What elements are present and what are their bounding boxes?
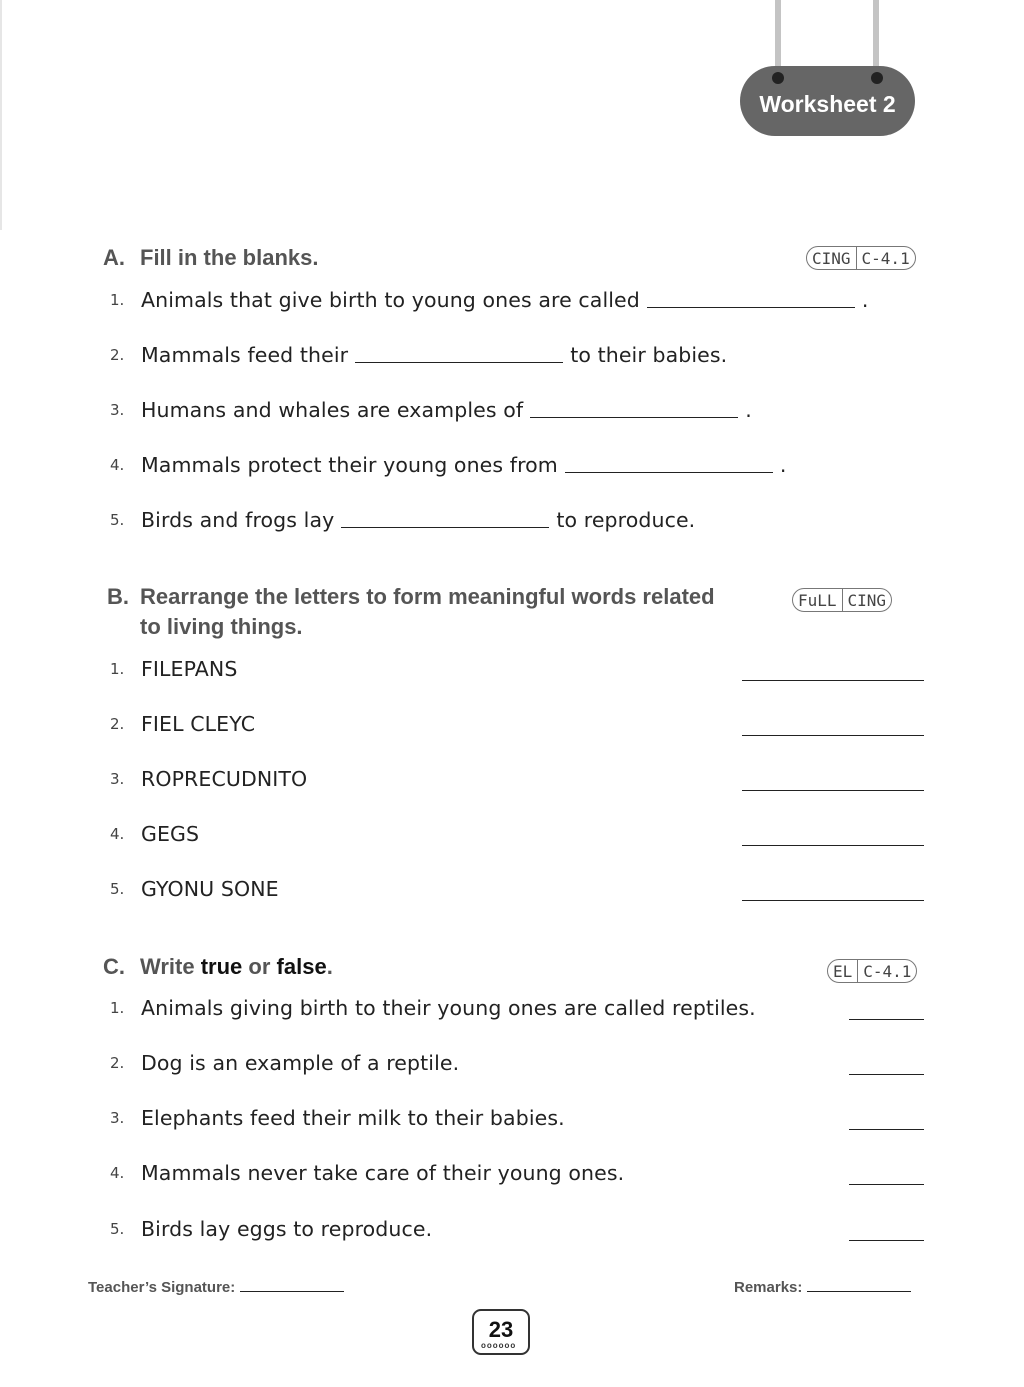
question-number: 1. bbox=[110, 291, 125, 309]
section-letter: C. bbox=[103, 954, 125, 979]
question-text: Birds and frogs lay bbox=[141, 508, 335, 532]
tag-string bbox=[873, 0, 879, 76]
badge-part: CING bbox=[842, 589, 892, 611]
page-edge bbox=[0, 0, 2, 230]
question-number: 2. bbox=[110, 1054, 125, 1072]
question-text: Mammals feed their bbox=[141, 343, 349, 367]
rearrange-question bbox=[110, 874, 924, 904]
section-c-heading bbox=[103, 954, 333, 980]
true-false-question bbox=[110, 1103, 924, 1133]
answer-blank[interactable] bbox=[341, 526, 549, 528]
rearrange-question bbox=[110, 764, 924, 794]
question-number: 3. bbox=[110, 770, 125, 788]
jumbled-word: GYONU SONE bbox=[141, 877, 279, 901]
page-number-badge bbox=[472, 1309, 530, 1355]
teacher-signature bbox=[88, 1279, 344, 1296]
true-false-question bbox=[110, 993, 924, 1023]
page-number: 23 bbox=[488, 1317, 514, 1342]
section-title-line2: to living things. bbox=[140, 614, 303, 639]
answer-line[interactable] bbox=[849, 1239, 924, 1241]
remarks-line[interactable] bbox=[807, 1290, 911, 1292]
answer-blank[interactable] bbox=[565, 471, 773, 473]
badge-part: C-4.1 bbox=[856, 247, 915, 269]
true-false-question bbox=[110, 1214, 924, 1244]
jumbled-word: FILEPANS bbox=[141, 657, 238, 681]
answer-line[interactable] bbox=[849, 1073, 924, 1075]
question-text: to their babies. bbox=[570, 343, 728, 367]
answer-line[interactable] bbox=[742, 734, 924, 736]
section-title: Rearrange the letters to form meaningful words related bbox=[140, 584, 715, 609]
answer-blank[interactable] bbox=[355, 361, 563, 363]
answer-line[interactable] bbox=[742, 899, 924, 901]
worksheet-tag bbox=[740, 66, 915, 136]
question-number: 5. bbox=[110, 1220, 125, 1238]
signature-label: Teacher’s Signature: bbox=[88, 1279, 236, 1296]
remarks bbox=[734, 1279, 911, 1296]
question-text: Humans and whales are examples of bbox=[141, 398, 524, 422]
jumbled-word: GEGS bbox=[141, 822, 200, 846]
section-title: or bbox=[248, 954, 271, 979]
answer-line[interactable] bbox=[849, 1018, 924, 1020]
skill-badge bbox=[806, 246, 916, 270]
badge-part: FuLL bbox=[798, 590, 837, 610]
worksheet-label: Worksheet 2 bbox=[759, 90, 896, 117]
statement-text: Animals giving birth to their young ones are called reptiles. bbox=[141, 996, 756, 1020]
true-false-question bbox=[110, 1048, 924, 1078]
tag-hole bbox=[772, 72, 784, 84]
statement-text: Birds lay eggs to reproduce. bbox=[141, 1217, 433, 1241]
question-number: 1. bbox=[110, 999, 125, 1017]
question-text: . bbox=[861, 288, 869, 312]
section-a-heading bbox=[103, 245, 318, 271]
question-text: . bbox=[745, 398, 752, 422]
question-number: 4. bbox=[110, 825, 125, 843]
rearrange-question bbox=[110, 709, 924, 739]
section-title: Write bbox=[140, 954, 195, 979]
question-number: 5. bbox=[110, 511, 125, 529]
statement-text: Dog is an example of a reptile. bbox=[141, 1051, 460, 1075]
question-number: 1. bbox=[110, 660, 125, 678]
answer-blank[interactable] bbox=[530, 416, 738, 418]
fill-blank-question bbox=[110, 505, 924, 535]
false-keyword: false bbox=[276, 954, 327, 979]
question-number: 4. bbox=[110, 1164, 125, 1182]
tag-hole bbox=[871, 72, 883, 84]
fill-blank-question bbox=[110, 450, 924, 480]
badge-part: EL bbox=[833, 961, 853, 981]
page-badge-dots: oooooo bbox=[481, 1341, 517, 1350]
answer-line[interactable] bbox=[742, 679, 924, 681]
question-text: Animals that give birth to young ones are called bbox=[141, 288, 640, 312]
section-title: . bbox=[326, 954, 333, 979]
badge-part: C-4.1 bbox=[857, 960, 916, 982]
answer-line[interactable] bbox=[849, 1128, 924, 1130]
badge-part: CING bbox=[812, 248, 851, 268]
true-false-question bbox=[110, 1158, 924, 1188]
question-number: 2. bbox=[110, 715, 125, 733]
remarks-label: Remarks: bbox=[734, 1279, 803, 1296]
answer-blank[interactable] bbox=[647, 306, 855, 308]
answer-line[interactable] bbox=[742, 789, 924, 791]
tag-string bbox=[775, 0, 781, 76]
fill-blank-question bbox=[110, 340, 924, 370]
section-b-heading bbox=[107, 584, 715, 640]
jumbled-word: FIEL CLEYC bbox=[141, 712, 256, 736]
rearrange-question bbox=[110, 654, 924, 684]
question-text: Mammals protect their young ones from bbox=[141, 453, 558, 477]
question-number: 3. bbox=[110, 401, 125, 419]
section-title: Fill in the blanks. bbox=[140, 245, 319, 270]
question-text: . bbox=[779, 453, 787, 477]
section-letter: B. bbox=[107, 584, 129, 609]
statement-text: Mammals never take care of their young ones. bbox=[141, 1161, 625, 1185]
question-number: 4. bbox=[110, 456, 125, 474]
rearrange-question bbox=[110, 819, 924, 849]
jumbled-word: ROPRECUDNITO bbox=[141, 767, 308, 791]
fill-blank-question bbox=[110, 395, 924, 425]
section-letter: A. bbox=[103, 245, 125, 270]
question-number: 3. bbox=[110, 1109, 125, 1127]
question-number: 5. bbox=[110, 880, 125, 898]
statement-text: Elephants feed their milk to their babies. bbox=[141, 1106, 565, 1130]
signature-line[interactable] bbox=[240, 1290, 344, 1292]
true-keyword: true bbox=[200, 954, 243, 979]
skill-badge bbox=[792, 588, 892, 612]
answer-line[interactable] bbox=[742, 844, 924, 846]
question-text: to reproduce. bbox=[556, 508, 696, 532]
skill-badge bbox=[827, 959, 917, 983]
question-number: 2. bbox=[110, 346, 125, 364]
answer-line[interactable] bbox=[849, 1183, 924, 1185]
fill-blank-question bbox=[110, 285, 924, 315]
